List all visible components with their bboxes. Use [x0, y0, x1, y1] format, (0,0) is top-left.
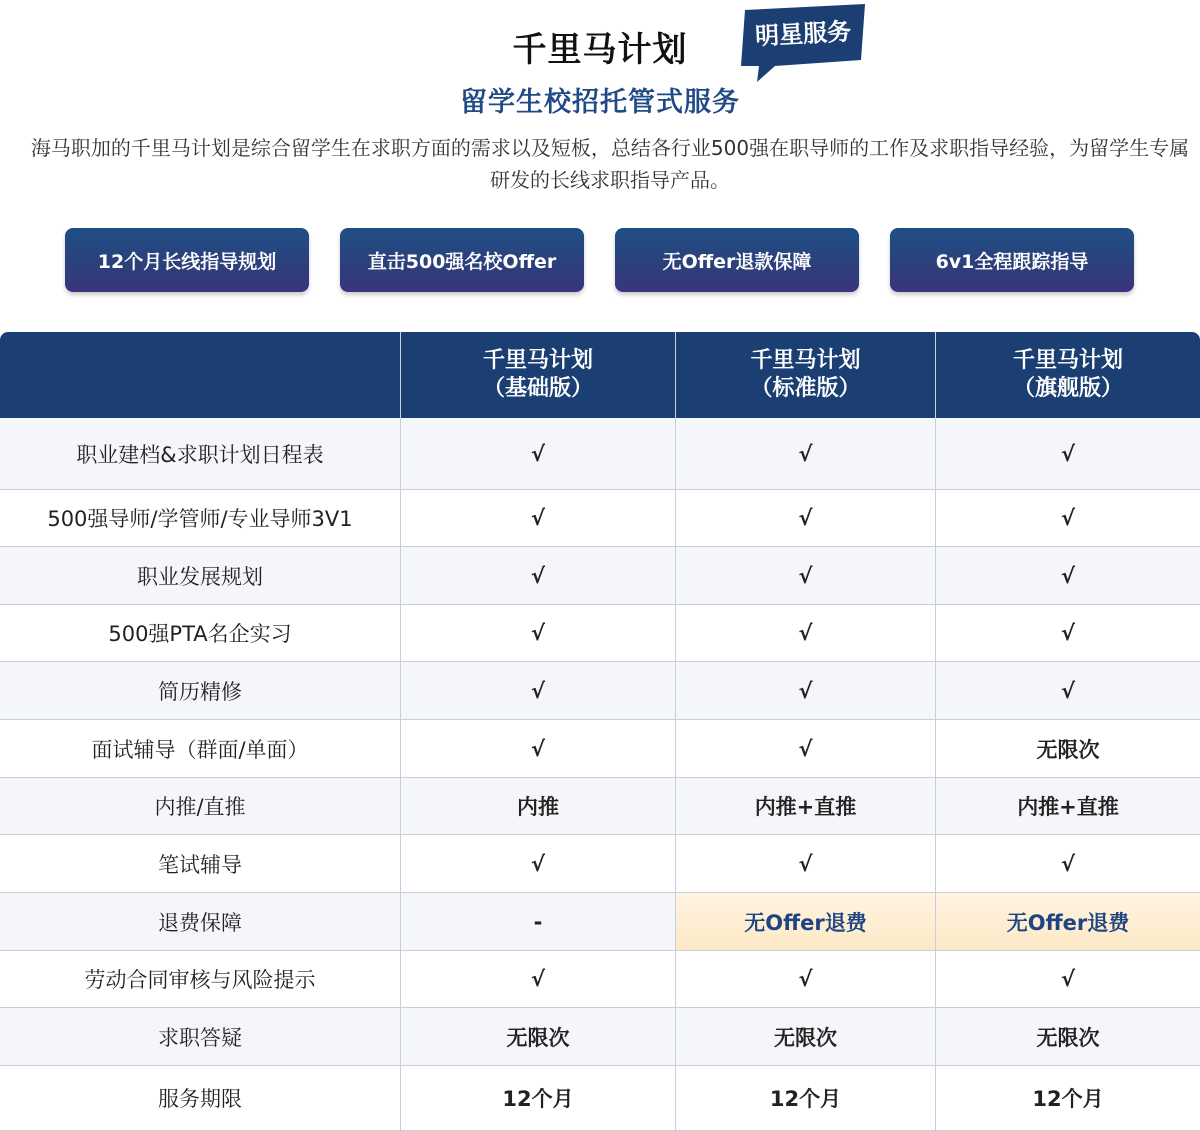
feature-button-12-month[interactable]: 12个月长线指导规划	[65, 228, 309, 292]
header-standard-name: 千里马计划	[750, 348, 861, 373]
row-value: -	[400, 893, 675, 950]
table-row	[0, 547, 1200, 605]
row-value: 内推+直推	[935, 778, 1200, 834]
page-title: 千里马计划	[512, 30, 688, 70]
table-row	[0, 893, 1200, 951]
row-label: 退费保障	[158, 910, 242, 935]
feature-button-refund[interactable]: 无Offer退款保障	[615, 228, 859, 292]
table-row	[0, 1008, 1200, 1066]
comparison-table	[0, 332, 1200, 1131]
table-row	[0, 835, 1200, 893]
header-basic-tier: （基础版）	[482, 376, 593, 401]
header-standard-tier: （标准版）	[750, 376, 861, 401]
row-value: √	[675, 605, 935, 661]
row-value: √	[400, 605, 675, 661]
header-flagship	[935, 332, 1200, 418]
row-value: √	[675, 547, 935, 604]
row-label: 面试辅导（群面/单面）	[91, 737, 309, 762]
row-value: √	[935, 547, 1200, 604]
row-value: 无Offer退费	[935, 893, 1200, 950]
row-value: √	[400, 951, 675, 1007]
table-row	[0, 605, 1200, 662]
row-value: √	[400, 418, 675, 489]
row-label: 500强导师/学管师/专业导师3V1	[47, 507, 353, 531]
table-row	[0, 1066, 1200, 1131]
row-value: √	[400, 490, 675, 546]
table-row	[0, 662, 1200, 720]
row-label: 500强PTA名企实习	[108, 622, 292, 646]
row-label: 职业发展规划	[137, 564, 263, 589]
intro-description: 海马职加的千里马计划是综合留学生在求职方面的需求以及短板，总结各行业500强在职导师的工作及求职指导经验，为留学生专属研发的长线求职指导产品。	[30, 136, 1190, 192]
row-value: 无限次	[935, 720, 1200, 777]
header-basic-name: 千里马计划	[482, 348, 593, 373]
header-basic	[400, 332, 675, 418]
row-value: √	[935, 951, 1200, 1007]
row-value: √	[400, 720, 675, 777]
row-value: 无限次	[935, 1008, 1200, 1065]
header-empty-cell	[0, 332, 400, 418]
row-value: √	[935, 605, 1200, 661]
row-value: √	[675, 490, 935, 546]
row-value: √	[400, 835, 675, 892]
table-row	[0, 778, 1200, 835]
row-label: 劳动合同审核与风险提示	[84, 968, 316, 992]
row-label: 内推/直推	[154, 795, 246, 819]
table-row	[0, 418, 1200, 490]
row-value: 无限次	[400, 1008, 675, 1065]
row-value: √	[675, 418, 935, 489]
feature-button-500-offer[interactable]: 直击500强名校Offer	[340, 228, 584, 292]
header-flagship-name: 千里马计划	[1012, 348, 1123, 373]
row-value: 12个月	[400, 1066, 675, 1130]
page-subtitle: 留学生校招托管式服务	[460, 87, 740, 118]
row-value: √	[675, 720, 935, 777]
row-value: √	[935, 835, 1200, 892]
table-row	[0, 720, 1200, 778]
row-value: √	[675, 951, 935, 1007]
row-value: √	[935, 418, 1200, 489]
row-label: 求职答疑	[158, 1025, 242, 1050]
header-flagship-tier: （旗舰版）	[1012, 376, 1123, 401]
badge-label: 明星服务	[754, 17, 852, 51]
row-label: 笔试辅导	[158, 852, 242, 877]
row-value: √	[400, 547, 675, 604]
row-label: 简历精修	[158, 679, 242, 704]
feature-button-6v1[interactable]: 6v1全程跟踪指导	[890, 228, 1134, 292]
row-label: 职业建档&求职计划日程表	[76, 442, 324, 467]
row-label: 服务期限	[158, 1087, 242, 1111]
row-value: √	[935, 490, 1200, 546]
row-value: √	[675, 835, 935, 892]
row-value: √	[675, 662, 935, 719]
row-value: 内推	[400, 778, 675, 834]
row-value: 无限次	[675, 1008, 935, 1065]
row-value: 内推+直推	[675, 778, 935, 834]
table-row	[0, 951, 1200, 1008]
star-service-badge	[737, 4, 869, 84]
row-value: 12个月	[935, 1066, 1200, 1130]
row-value: 12个月	[675, 1066, 935, 1130]
row-value: √	[935, 662, 1200, 719]
row-value: 无Offer退费	[675, 893, 935, 950]
table-header	[0, 332, 1200, 418]
header-standard	[675, 332, 935, 418]
row-value: √	[400, 662, 675, 719]
table-row	[0, 490, 1200, 547]
